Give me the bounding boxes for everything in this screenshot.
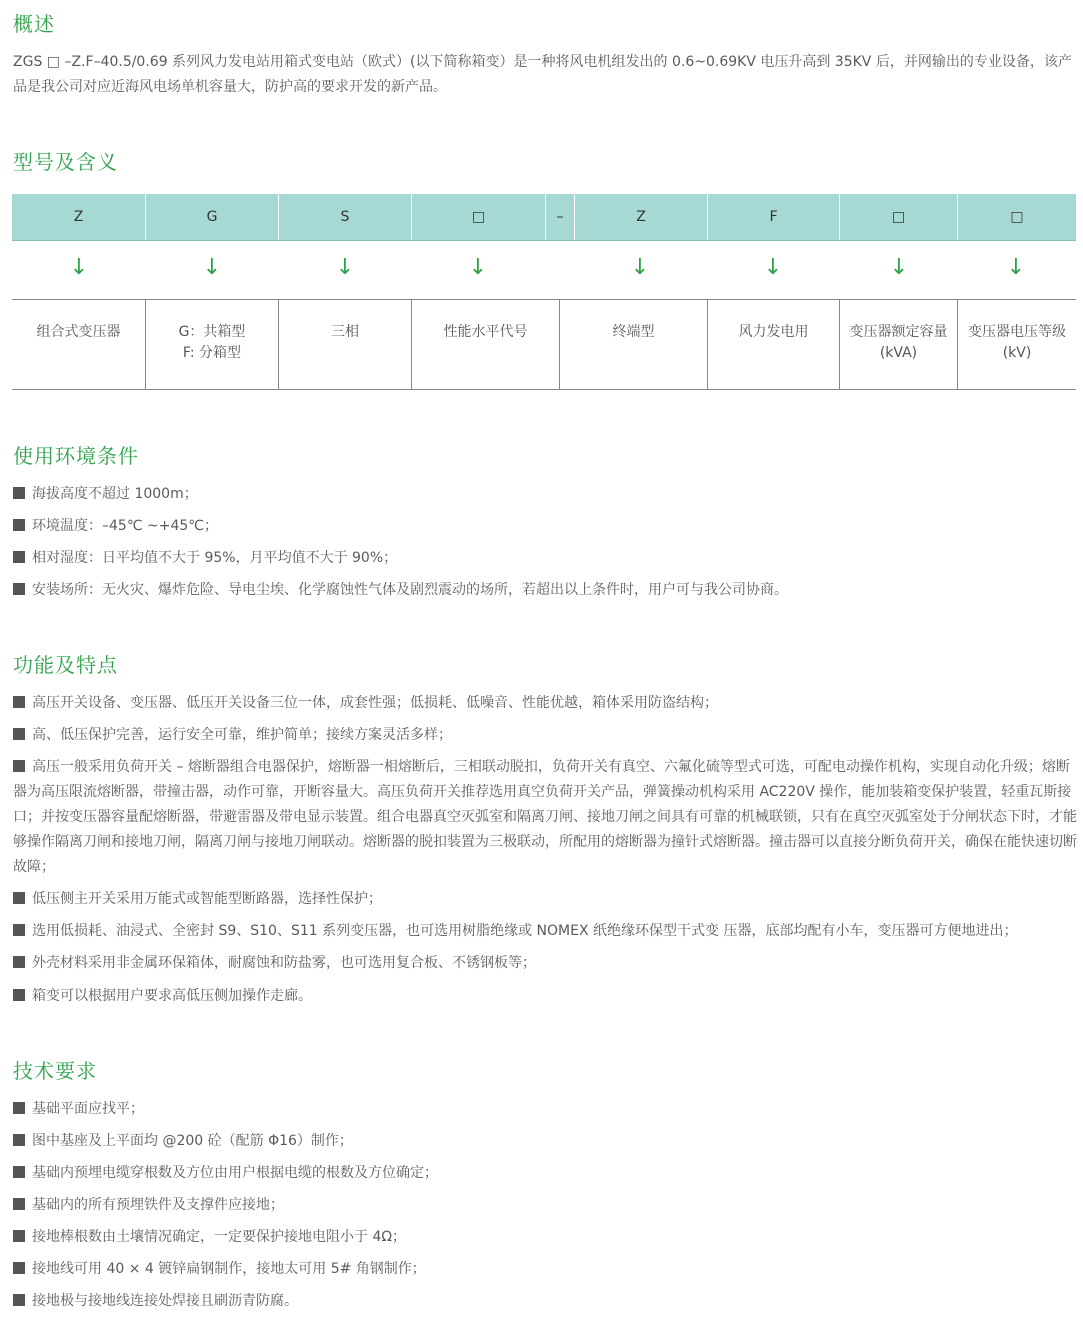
code-cell: □ — [891, 209, 906, 225]
description-cell: 风力发电用 — [738, 324, 809, 340]
down-arrow-icon: ↓ — [889, 254, 909, 280]
square-bullet-icon — [13, 924, 25, 936]
tech-item: 基础平面应找平； — [13, 1097, 1077, 1122]
feature-item: 箱变可以根据用户要求高低压侧加操作走廊。 — [13, 984, 1077, 1009]
code-cell: G — [206, 209, 218, 225]
square-bullet-icon — [13, 696, 25, 708]
square-bullet-icon — [13, 1262, 25, 1274]
down-arrow-icon: ↓ — [1006, 254, 1026, 280]
tech-item: 接地极与接地线连接处焊接且刷沥青防腐。 — [13, 1289, 1077, 1314]
code-cell: S — [340, 209, 350, 225]
square-bullet-icon — [13, 892, 25, 904]
section-title-features: 功能及特点 — [13, 653, 118, 677]
tech-item: 接地线可用 40 × 4 镀锌扁钢制作，接地太可用 5# 角钢制作； — [13, 1257, 1077, 1282]
tech-item: 基础内预埋电缆穿根数及方位由用户根据电缆的根数及方位确定； — [13, 1161, 1077, 1186]
description-cell: 变压器额定容量 (kVA) — [849, 324, 948, 361]
code-cell: □ — [1010, 209, 1024, 225]
environment-item: 安装场所：无火灾、爆炸危险、导电尘埃、化学腐蚀性气体及剧烈震动的场所，若超出以上条件时，用户可与我公司协商。 — [13, 578, 1077, 603]
description-cell: 组合式变压器 — [36, 324, 121, 340]
feature-item: 高、低压保护完善，运行安全可靠，维护简单；接续方案灵活多样； — [13, 723, 1077, 748]
square-bullet-icon — [13, 989, 25, 1001]
tech-item: 基础内的所有预埋铁件及支撑件应接地； — [13, 1193, 1077, 1218]
down-arrow-icon: ↓ — [630, 254, 650, 280]
section-title-tech: 技术要求 — [13, 1059, 97, 1083]
down-arrow-icon: ↓ — [202, 254, 222, 280]
description-cell: 性能水平代号 — [443, 324, 528, 340]
tech-item: 图中基座及上平面均 @200 砼（配筋 Φ16）制作； — [13, 1129, 1077, 1154]
section-title-environment: 使用环境条件 — [13, 444, 139, 468]
environment-item: 相对湿度：日平均值不大于 95%，月平均值不大于 90%； — [13, 546, 1077, 571]
section-title-overview: 概述 — [13, 12, 55, 36]
code-cell: – — [556, 209, 564, 225]
square-bullet-icon — [13, 1134, 25, 1146]
down-arrow-icon: ↓ — [468, 254, 488, 280]
feature-item: 高压一般采用负荷开关 – 熔断器组合电器保护，熔断器一相熔断后，三相联动脱扣，负荷开关有真空、六氟化硫等型式可选，可配电动操作机构，实现自动化升级；熔断器为高压限流熔断器，带撞击器，动作可靠，开断容量大。高压负荷开关推荐选用真空负荷开关产品，弹簧操动机构采用 AC220V 操作，能加装箱变保护装置，轻重瓦斯接口；并按变压器容量配熔断器，带避雷器及带电显示装置。组合电器真空灭弧室和隔离刀闸、接地刀闸之间具有可靠的机械联锁，只有在真空灭弧室处于分闸状态下时，才能够操作隔离刀闸和接地刀闸，隔离刀闸与接地刀闸联动。熔断器的脱扣装置为三极联动，所配用的熔断器为撞针式熔断器。撞击器可以直接分断负荷开关，确保在能快速切断故障； — [13, 759, 1077, 875]
square-bullet-icon — [13, 551, 25, 563]
square-bullet-icon — [13, 519, 25, 531]
model-description-table — [12, 299, 1076, 390]
square-bullet-icon — [13, 1198, 25, 1210]
description-cell: G：共箱型 F: 分箱型 — [178, 324, 246, 361]
down-arrow-icon: ↓ — [335, 254, 355, 280]
description-cell: 三相 — [331, 324, 359, 340]
code-cell: □ — [471, 209, 486, 225]
square-bullet-icon — [13, 728, 25, 740]
overview-paragraph: ZGS □ –Z.F–40.5/0.69 系列风力发电站用箱式变电站（欧式）(以下简称箱变）是一种将风电机组发出的 0.6~0.69KV 电压升高到 35KV 后，并网输出的专业设备，该产品是我公司对应近海风电场单机容量大，防护高的要求开发的新产品。 — [13, 54, 1072, 95]
down-arrow-icon: ↓ — [69, 254, 89, 280]
square-bullet-icon — [13, 760, 25, 772]
square-bullet-icon — [13, 956, 25, 968]
square-bullet-icon — [13, 1294, 25, 1306]
feature-item: 高压开关设备、变压器、低压开关设备三位一体，成套性强；低损耗、低噪音、性能优越，箱体采用防盗结构； — [13, 691, 1077, 716]
square-bullet-icon — [13, 1166, 25, 1178]
code-cell: Z — [636, 209, 646, 225]
square-bullet-icon — [13, 1102, 25, 1114]
environment-item: 环境温度：–45℃ ~+45℃； — [13, 514, 1077, 539]
feature-item: 选用低损耗、油浸式、全密封 S9、S10、S11 系列变压器，也可选用树脂绝缘或 NOMEX 纸绝缘环保型干式变 压器，底部均配有小车，变压器可方便地进出； — [13, 919, 1077, 944]
feature-item: 低压侧主开关采用万能式或智能型断路器，选择性保护； — [13, 887, 1077, 912]
square-bullet-icon — [13, 583, 25, 595]
tech-item: 接地棒根数由土壤情况确定，一定要保护接地电阻小于 4Ω； — [13, 1225, 1077, 1250]
model-code-bar — [12, 194, 1076, 241]
down-arrow-icon: ↓ — [763, 254, 783, 280]
description-cell: 变压器电压等级 (kV) — [968, 324, 1066, 361]
section-title-model: 型号及含义 — [13, 150, 118, 174]
square-bullet-icon — [13, 487, 25, 499]
description-cell: 终端型 — [612, 324, 655, 340]
feature-item: 外壳材料采用非金属环保箱体，耐腐蚀和防盐雾，也可选用复合板、不锈钢板等； — [13, 951, 1077, 976]
code-cell: Z — [73, 209, 84, 225]
square-bullet-icon — [13, 1230, 25, 1242]
code-cell: F — [769, 209, 778, 225]
environment-item: 海拔高度不超过 1000m； — [13, 482, 1077, 507]
